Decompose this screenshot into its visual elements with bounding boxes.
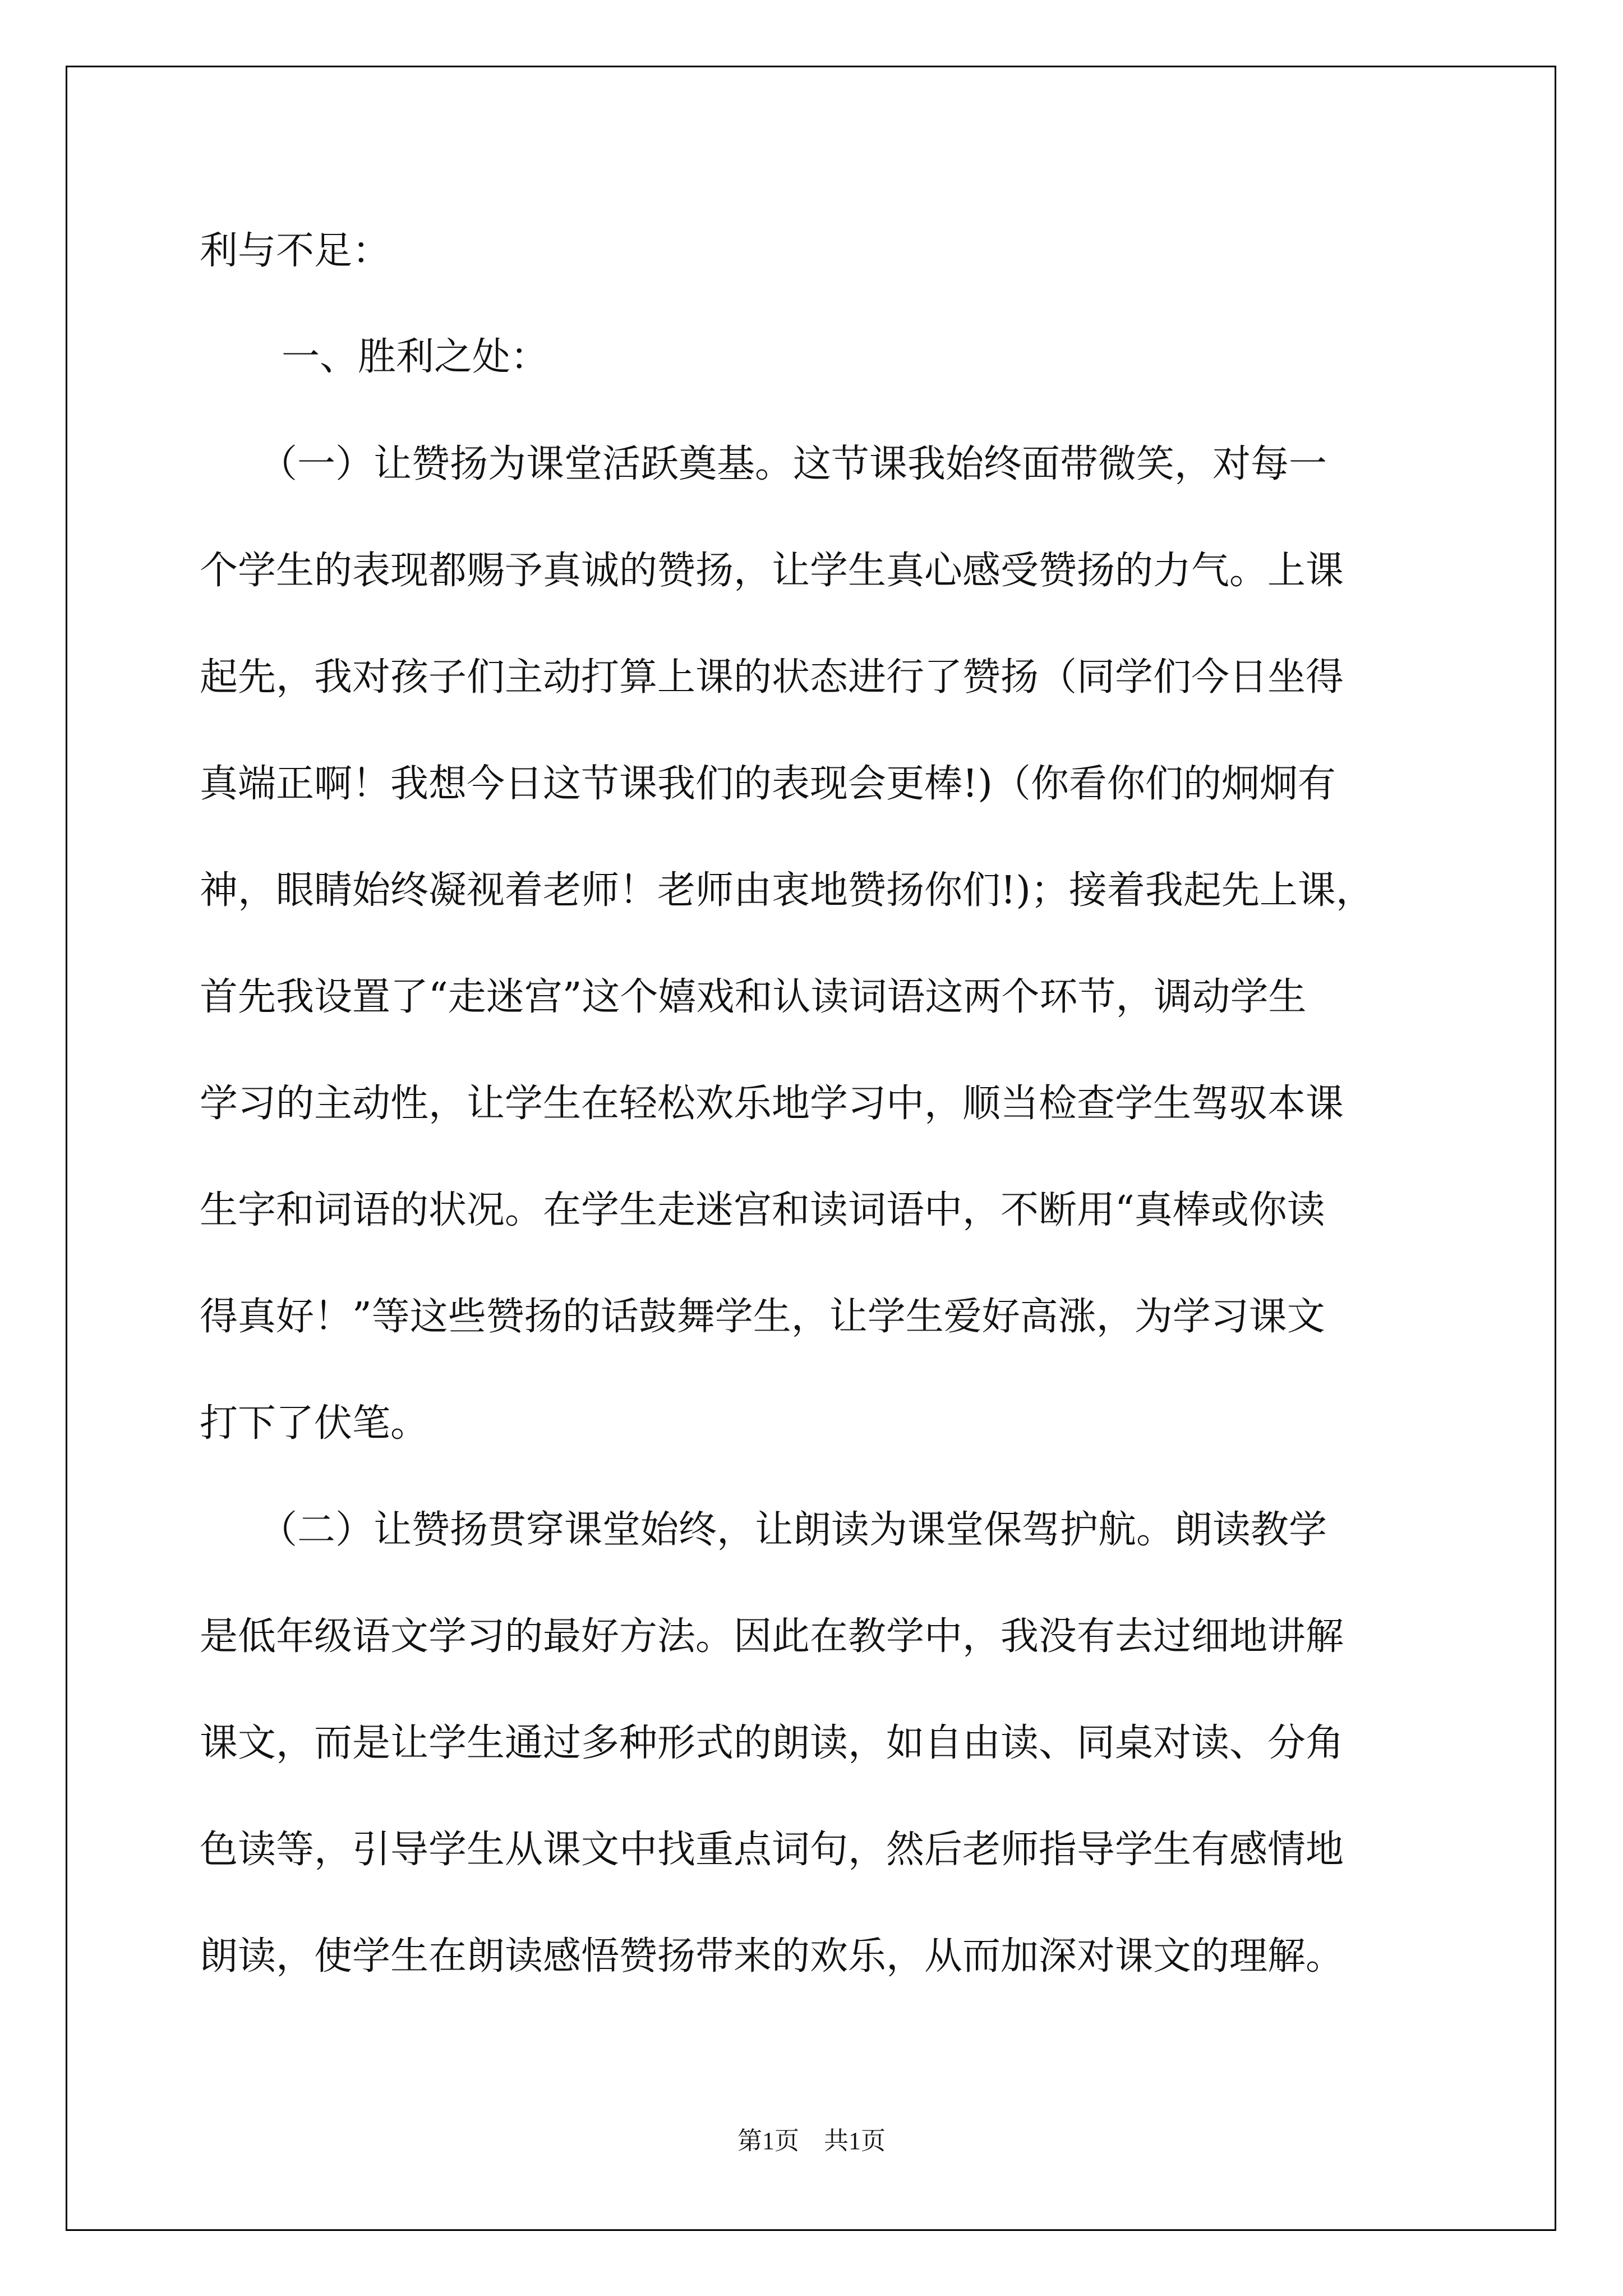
paragraph-1-line-2: 个学生的表现都赐予真诚的赞扬，让学生真心感受赞扬的力气。上课 xyxy=(200,549,1344,593)
page-border xyxy=(66,66,1556,2231)
text-line-1: 利与不足： xyxy=(200,229,391,273)
paragraph-1-line-7: 学习的主动性，让学生在轻松欢乐地学习中，顺当检查学生驾驭本课 xyxy=(200,1082,1344,1126)
paragraph-1-line-9: 得真好！”等这些赞扬的话鼓舞学生，让学生爱好高涨，为学习课文 xyxy=(200,1295,1325,1339)
page-number-footer: 第1页 共1页 xyxy=(737,2127,886,2155)
paragraph-2-line-3: 课文，而是让学生通过多种形式的朗读，如自由读、同桌对读、分角 xyxy=(200,1721,1344,1765)
paragraph-1-line-1: （一）让赞扬为课堂活跃奠基。这节课我始终面带微笑，对每一 xyxy=(259,442,1327,486)
paragraph-2-line-4: 色读等，引导学生从课文中找重点词句，然后老师指导学生有感情地 xyxy=(200,1828,1344,1872)
paragraph-1-line-10: 打下了伏笔。 xyxy=(200,1401,429,1446)
paragraph-1-line-4: 真端正啊！我想今日这节课我们的表现会更棒!)（你看你们的炯炯有 xyxy=(200,762,1336,806)
paragraph-1-line-5: 神，眼睛始终凝视着老师！老师由衷地赞扬你们!)；接着我起先上课， xyxy=(200,868,1374,913)
paragraph-1-line-3: 起先，我对孩子们主动打算上课的状态进行了赞扬（同学们今日坐得 xyxy=(200,655,1344,700)
paragraph-2-line-2: 是低年级语文学习的最好方法。因此在教学中，我没有去过细地讲解 xyxy=(200,1614,1344,1659)
paragraph-2-line-1: （二）让赞扬贯穿课堂始终，让朗读为课堂保驾护航。朗读教学 xyxy=(259,1508,1327,1552)
paragraph-2-line-5: 朗读，使学生在朗读感悟赞扬带来的欢乐，从而加深对课文的理解。 xyxy=(200,1934,1344,1978)
paragraph-1-line-6: 首先我设置了“走迷宫”这个嬉戏和认读词语这两个环节，调动学生 xyxy=(200,975,1307,1019)
paragraph-1-line-8: 生字和词语的状况。在学生走迷宫和读词语中，不断用“真棒或你读 xyxy=(200,1188,1325,1232)
section-heading-success: 一、胜利之处： xyxy=(282,335,549,379)
